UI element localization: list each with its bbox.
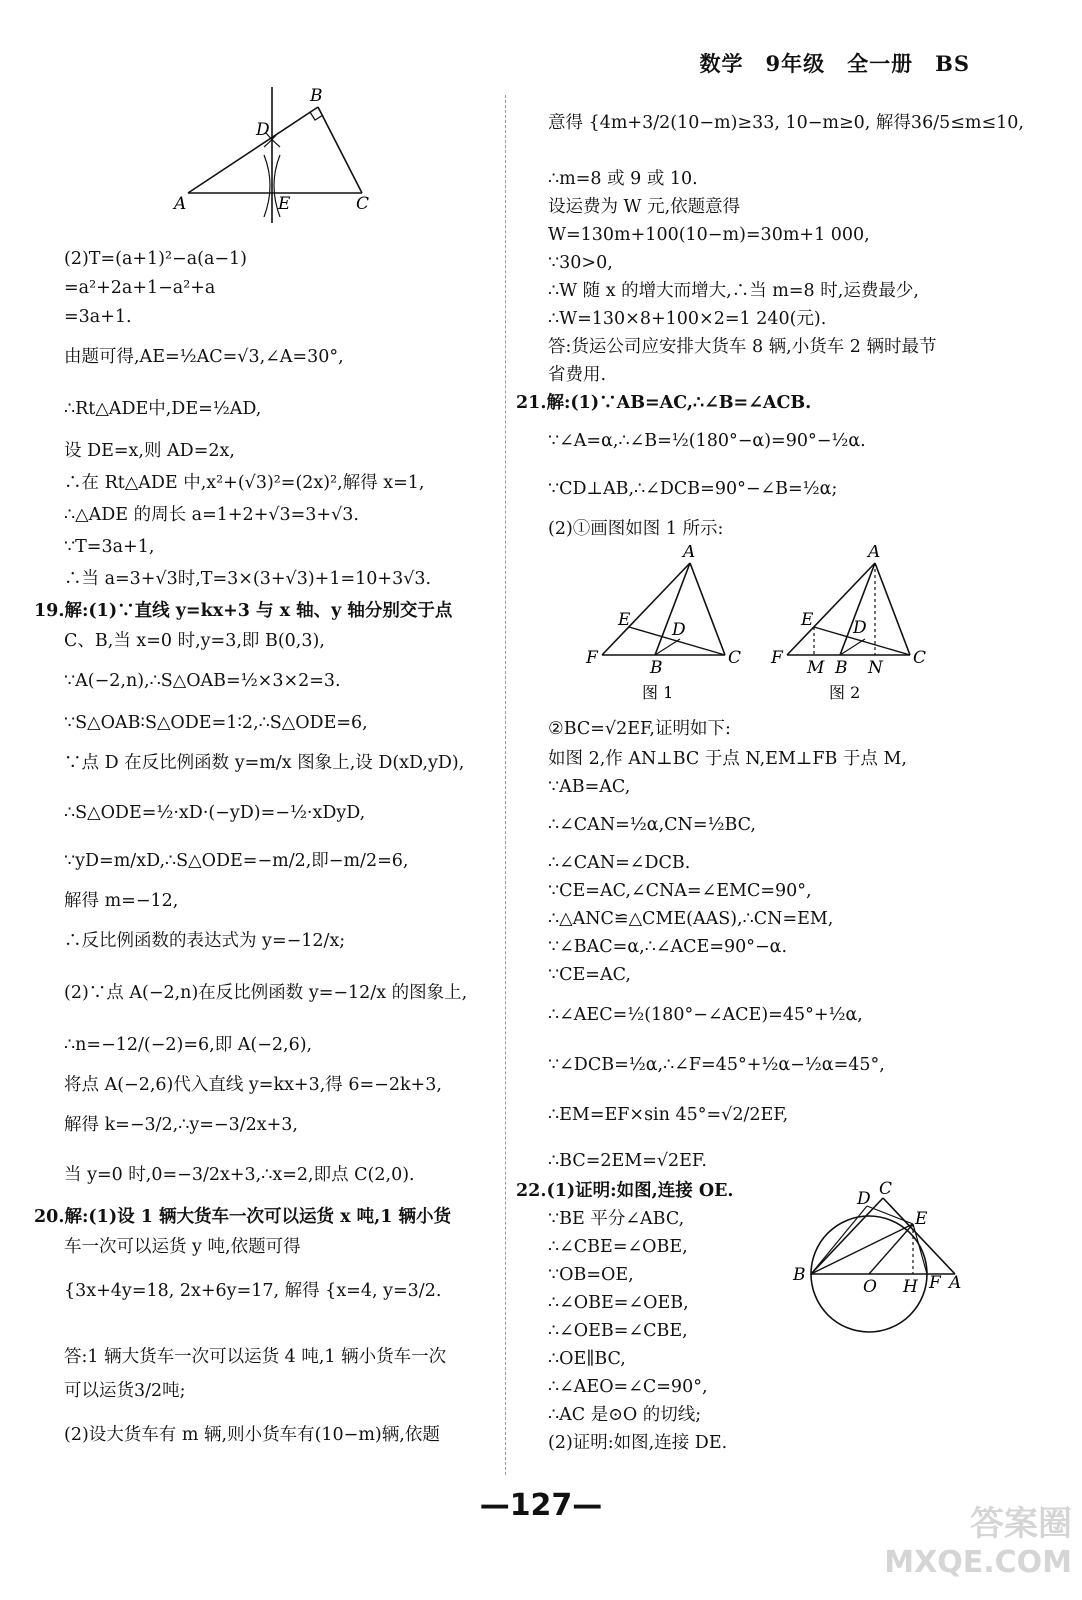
text-line: ∴△ADE 的周长 a=1+2+√3=3+√3. [64, 505, 359, 525]
text-line: ∴EM=EF×sin 45°=√2/2EF, [548, 1105, 789, 1125]
label-e: E [278, 194, 291, 214]
text-line: 将点 A(−2,6)代入直线 y=kx+3,得 6=−2k+3, [64, 1075, 442, 1095]
text-line: 当 y=0 时,0=−3/2x+3,∴x=2,即点 C(2,0). [64, 1165, 415, 1185]
text-line: W=130m+100(10−m)=30m+1 000, [548, 225, 870, 245]
circle-label-h: H [903, 1277, 918, 1297]
text-line: ∴∠OBE=∠OEB, [548, 1293, 689, 1313]
text-line: (2)T=(a+1)²−a(a−1) [64, 249, 248, 269]
text-line: ∴m=8 或 9 或 10. [548, 169, 698, 189]
text-line: ∴∠CAN=½α,CN=½BC, [548, 815, 756, 835]
page-number: —127— [479, 1488, 603, 1523]
text-line: ②BC=√2EF,证明如下: [548, 719, 731, 739]
text-line: ∴W=130×8+100×2=1 240(元). [548, 309, 827, 329]
fig2-label-a: A [868, 545, 881, 562]
fig2-label-m: M [807, 658, 825, 678]
text-line: ∴反比例函数的表达式为 y=−12/x; [64, 931, 346, 951]
text-line: 答:货运公司应安排大货车 8 辆,小货车 2 辆时最节 [548, 337, 937, 357]
text-line: 设运费为 W 元,依题意得 [548, 197, 741, 217]
text-line: 解得 k=−3/2,∴y=−3/2x+3, [64, 1115, 298, 1135]
text-line: ∴当 a=3+√3时,T=3×(3+√3)+1=10+3√3. [64, 569, 432, 589]
inequality-system: 意得 {4m+3/2(10−m)≥33, 10−m≥0, 解得36/5≤m≤10, [548, 113, 1024, 133]
text-line: 省费用. [548, 365, 607, 385]
text-line: =a²+2a+1−a²+a [64, 278, 216, 298]
text-line: ∴△ANC≌△CME(AAS),∴CN=EM, [548, 909, 834, 929]
text-line: 可以运货3/2吨; [64, 1381, 186, 1401]
text-line: ∵CD⊥AB,∴∠DCB=90°−∠B=½α; [548, 479, 838, 499]
figure-circle [785, 1180, 975, 1340]
label-d: D [256, 120, 270, 140]
circle-label-o: O [863, 1277, 877, 1297]
text-line: ∵CE=AC, [548, 965, 631, 985]
text-line: ∴∠AEO=∠C=90°, [548, 1377, 708, 1397]
text-line: ∵∠BAC=α,∴∠ACE=90°−α. [548, 937, 788, 957]
circle-label-c: C [879, 1180, 893, 1199]
text-line: ∴∠CAN=∠DCB. [548, 853, 691, 873]
question-19: 19.解:(1)∵直线 y=kx+3 与 x 轴、y 轴分别交于点 [34, 601, 453, 621]
text-line: ∴S△ODE=½·xD·(−yD)=−½·xDyD, [64, 803, 366, 823]
figure-1 [580, 545, 750, 705]
text-line: ∴OE∥BC, [548, 1349, 626, 1369]
fig1-label-c: C [728, 648, 742, 668]
page-header: 数学 9年级 全一册 BS [699, 51, 970, 76]
fig1-label-a: A [683, 545, 696, 562]
text-line: (2)证明:如图,连接 DE. [548, 1433, 728, 1453]
text-line: ∵T=3a+1, [64, 537, 155, 557]
text-line: ∵CE=AC,∠CNA=∠EMC=90°, [548, 881, 812, 901]
text-line: ∵OB=OE, [548, 1265, 634, 1285]
fig2-label-f: F [771, 648, 783, 668]
fig2-caption: 图 2 [829, 683, 861, 702]
fig1-label-f: F [586, 648, 598, 668]
text-line: 答:1 辆大货车一次可以运货 4 吨,1 辆小货车一次 [64, 1347, 447, 1367]
text-line: (2)∵点 A(−2,n)在反比例函数 y=−12/x 的图象上, [64, 983, 468, 1003]
question-20: 20.解:(1)设 1 辆大货车一次可以运货 x 吨,1 辆小货 [34, 1207, 451, 1227]
text-line: ∴Rt△ADE中,DE=½AD, [64, 399, 262, 419]
fig2-label-n: N [868, 658, 883, 678]
fig1-label-d: D [672, 620, 686, 640]
text-line: ∴∠CBE=∠OBE, [548, 1237, 688, 1257]
text-line: ∵yD=m/xD,∴S△ODE=−m/2,即−m/2=6, [64, 851, 409, 871]
figure-2 [765, 545, 940, 705]
question-21: 21.解:(1)∵AB=AC,∴∠B=∠ACB. [516, 393, 812, 413]
label-b: B [310, 86, 323, 106]
text-line: (2)①画图如图 1 所示: [548, 519, 724, 539]
fig2-label-e: E [801, 610, 814, 630]
figure-triangle-ade [170, 85, 390, 225]
question-22: 22.(1)证明:如图,连接 OE. [516, 1181, 734, 1201]
fig2-label-b: B [835, 658, 848, 678]
circle-label-b: B [793, 1265, 806, 1285]
watermark-url: MXQE.COM [884, 1545, 1072, 1580]
text-line: 设 DE=x,则 AD=2x, [64, 441, 235, 461]
circle-label-d: D [857, 1189, 871, 1209]
equation-system: {3x+4y=18, 2x+6y=17, 解得 {x=4, y=3/2. [64, 1281, 442, 1301]
text-line: =3a+1. [64, 307, 132, 327]
fig1-label-e: E [618, 610, 631, 630]
text-line: (2)设大货车有 m 辆,则小货车有(10−m)辆,依题 [64, 1425, 440, 1445]
text-line: C、B,当 x=0 时,y=3,即 B(0,3), [64, 631, 325, 651]
column-divider [505, 95, 506, 1475]
fig1-label-b: B [650, 658, 663, 678]
circle-label-a: A [949, 1273, 962, 1293]
text-line: 由题可得,AE=½AC=√3,∠A=30°, [64, 347, 344, 367]
text-line: ∴∠AEC=½(180°−∠ACE)=45°+½α, [548, 1005, 863, 1025]
text-line: 如图 2,作 AN⊥BC 于点 N,EM⊥FB 于点 M, [548, 749, 907, 769]
text-line: ∵AB=AC, [548, 777, 631, 797]
text-line: ∵BE 平分∠ABC, [548, 1209, 685, 1229]
text-line: ∵∠DCB=½α,∴∠F=45°+½α−½α=45°, [548, 1055, 885, 1075]
label-a: A [174, 194, 187, 214]
text-line: ∴在 Rt△ADE 中,x²+(√3)²=(2x)²,解得 x=1, [64, 473, 425, 493]
text-line: ∴n=−12/(−2)=6,即 A(−2,6), [64, 1035, 313, 1055]
text-line: ∵点 D 在反比例函数 y=m/x 图象上,设 D(xD,yD), [64, 753, 465, 773]
text-line: ∵30>0, [548, 253, 613, 273]
text-line: ∴W 随 x 的增大而增大,∴当 m=8 时,运费最少, [548, 281, 919, 301]
fig2-label-c: C [913, 648, 927, 668]
watermark-logo: 答案圈 [970, 1504, 1072, 1544]
text-line: 解得 m=−12, [64, 891, 179, 911]
text-line: ∵∠A=α,∴∠B=½(180°−α)=90°−½α. [548, 431, 866, 451]
text-line: ∴BC=2EM=√2EF. [548, 1151, 707, 1171]
fig2-label-d: D [853, 618, 867, 638]
circle-label-e: E [915, 1209, 928, 1229]
circle-label-f: F [929, 1273, 941, 1293]
fig1-caption: 图 1 [642, 683, 674, 702]
text-line: ∵S△OAB∶S△ODE=1∶2,∴S△ODE=6, [64, 713, 368, 733]
text-line: ∵A(−2,n),∴S△OAB=½×3×2=3. [64, 671, 341, 691]
label-c: C [356, 194, 370, 214]
text-line: ∴∠OEB=∠CBE, [548, 1321, 688, 1341]
text-line: ∴AC 是⊙O 的切线; [548, 1405, 702, 1425]
text-line: 车一次可以运货 y 吨,依题可得 [64, 1237, 301, 1257]
